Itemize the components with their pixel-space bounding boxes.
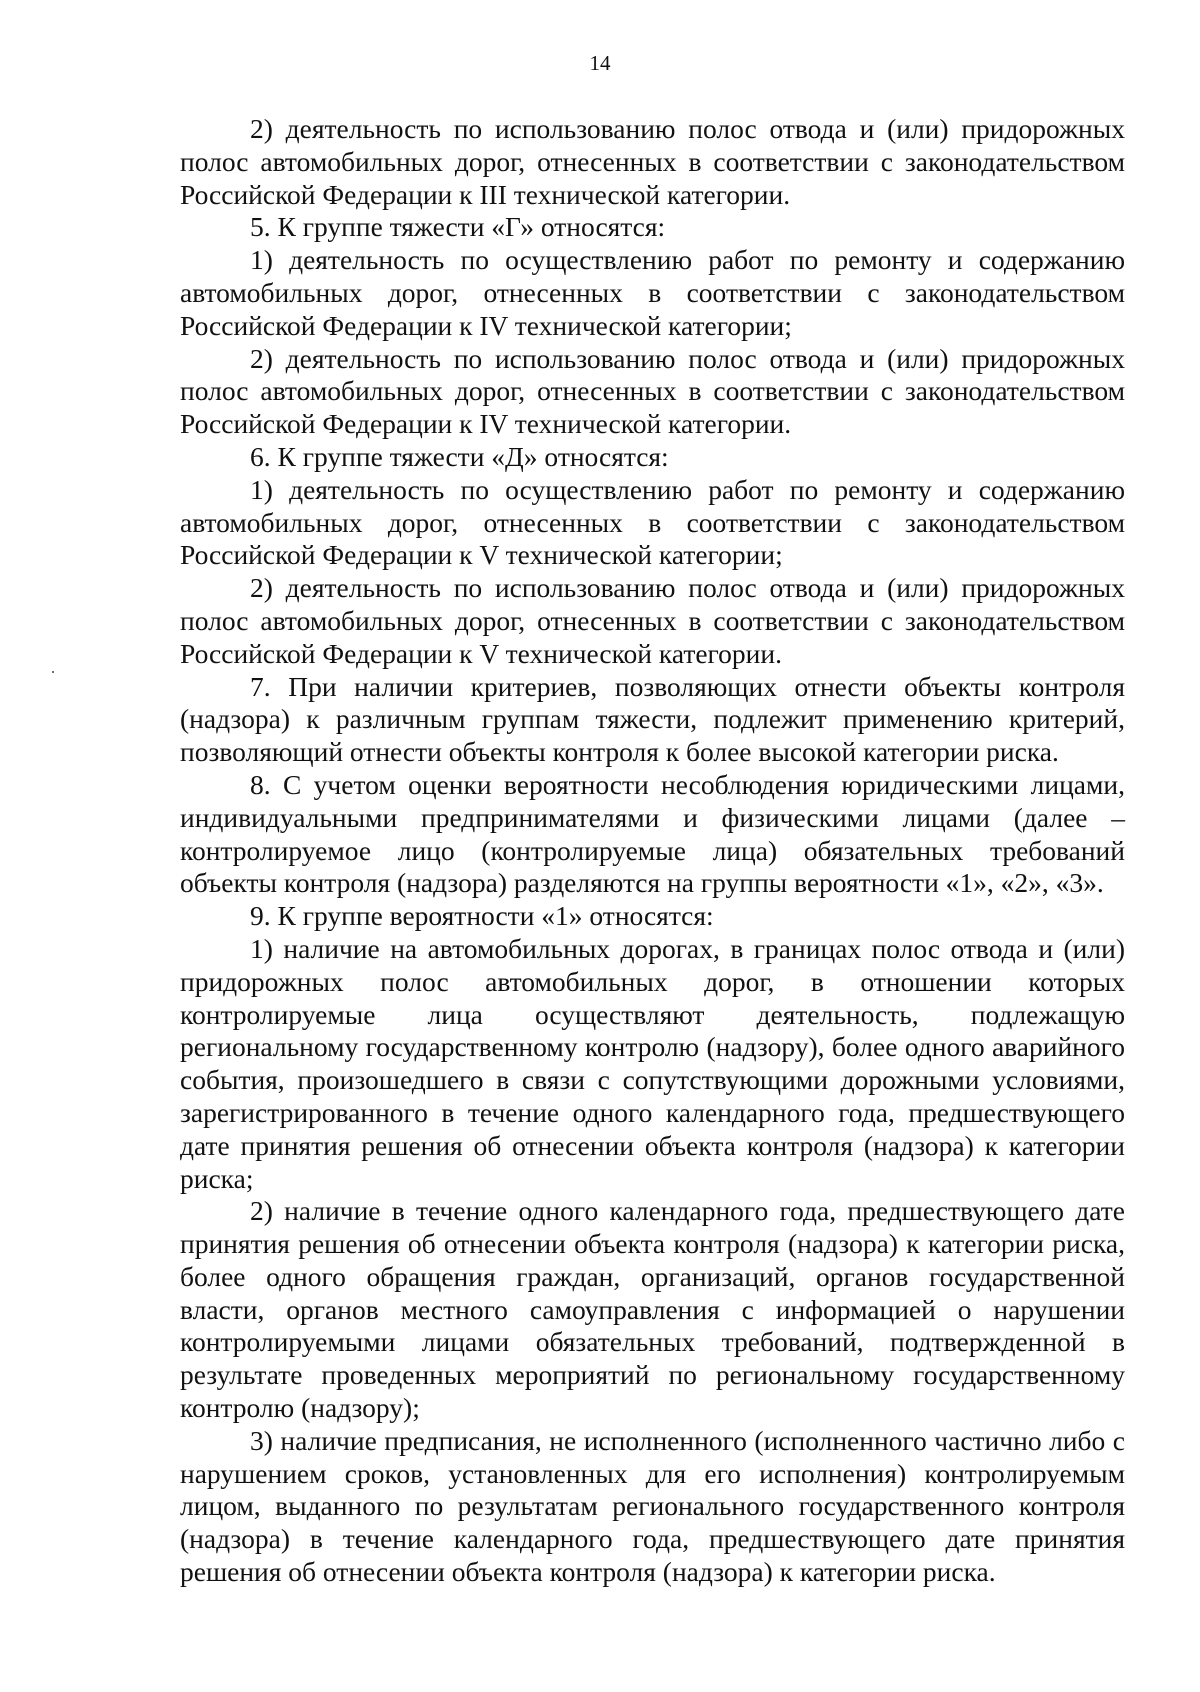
paragraph-1-repair-cat-4: 1) деятельность по осуществлению работ по ремонту и содержанию автомобильных дорог, отнесенных в соответствии с законодательством Российской Федерации к IV технической категории; — [180, 244, 1125, 341]
scan-speck — [52, 671, 54, 673]
paragraph-7-criteria-priority: 7. При наличии критериев, позволяющих отнести объекты контроля (надзора) к различным группам тяжести, подлежит применению критерий, позволяющий отнести объекты контроля к более высокой категории риска. — [180, 670, 1125, 768]
paragraph-6-severity-group-d: 6. К группе тяжести «Д» относятся: — [250, 440, 669, 472]
paragraph-5-severity-group-g: 5. К группе тяжести «Г» относятся: — [250, 211, 666, 243]
paragraph-8-probability-groups: 8. С учетом оценки вероятности несоблюдения юридическими лицами, индивидуальными предпринимателями и физическими лицами (далее – контролируемое лицо (контролируемые лица) обязательных требований объекты контроля (надзора) разделяются на группы вероятности «1», «2», «3». — [180, 768, 1125, 899]
document-body — [180, 113, 1125, 1589]
paragraph-2-use-of-lanes-cat-3: 2) деятельность по использованию полос отвода и (или) придорожных полос автомобильных дорог, отнесенных в соответствии с законодательством Российской Федерации к III технической категории. — [180, 113, 1125, 210]
paragraph-3-unfulfilled-order: 3) наличие предписания, не исполненного (исполненного частично либо с нарушением сроков, установленных для его исполнения) контролируемым лицом, выданного по результатам регионального государственного контроля (надзора) в течение календарного года, предшествующего дате принятия решения об отнесении объекта контроля (надзора) к категории риска. — [180, 1424, 1125, 1588]
page-number: 14 — [589, 51, 611, 75]
paragraph-1-repair-cat-5: 1) деятельность по осуществлению работ по ремонту и содержанию автомобильных дорог, отнесенных в соответствии с законодательством Российской Федерации к V технической категории; — [180, 473, 1125, 571]
paragraph-2-use-of-lanes-cat-4: 2) деятельность по использованию полос отвода и (или) придорожных полос автомобильных дорог, отнесенных в соответствии с законодательством Российской Федерации к IV технической категории. — [180, 342, 1125, 440]
paragraph-2-use-of-lanes-cat-5: 2) деятельность по использованию полос отвода и (или) придорожных полос автомобильных дорог, отнесенных в соответствии с законодательством Российской Федерации к V технической категории. — [180, 572, 1125, 669]
paragraph-9-probability-group-1: 9. К группе вероятности «1» относятся: — [250, 900, 714, 932]
paragraph-1-accident-events: 1) наличие на автомобильных дорогах, в границах полос отвода и (или) придорожных полос автомобильных дорог, в отношении которых контролируемые лица осуществляют деятельность, подлежащую региональному государственному контролю (надзору), более одного аварийного события, произошедшего в связи с сопутствующими дорожными условиями, зарегистрированного в течение одного календарного года, предшествующего дате принятия решения об отнесении объекта контроля (надзора) к категории риска; — [180, 932, 1125, 1194]
paragraph-2-citizen-complaints: 2) наличие в течение одного календарного года, предшествующего дате принятия решения об отнесении объекта контроля (надзора) к категории риска, более одного обращения граждан, организаций, органов государственной власти, органов местного самоуправления с информацией о нарушении контролируемыми лицами обязательных требований, подтвержденной в результате проведенных мероприятий по региональному государственному контролю (надзору); — [180, 1195, 1125, 1424]
